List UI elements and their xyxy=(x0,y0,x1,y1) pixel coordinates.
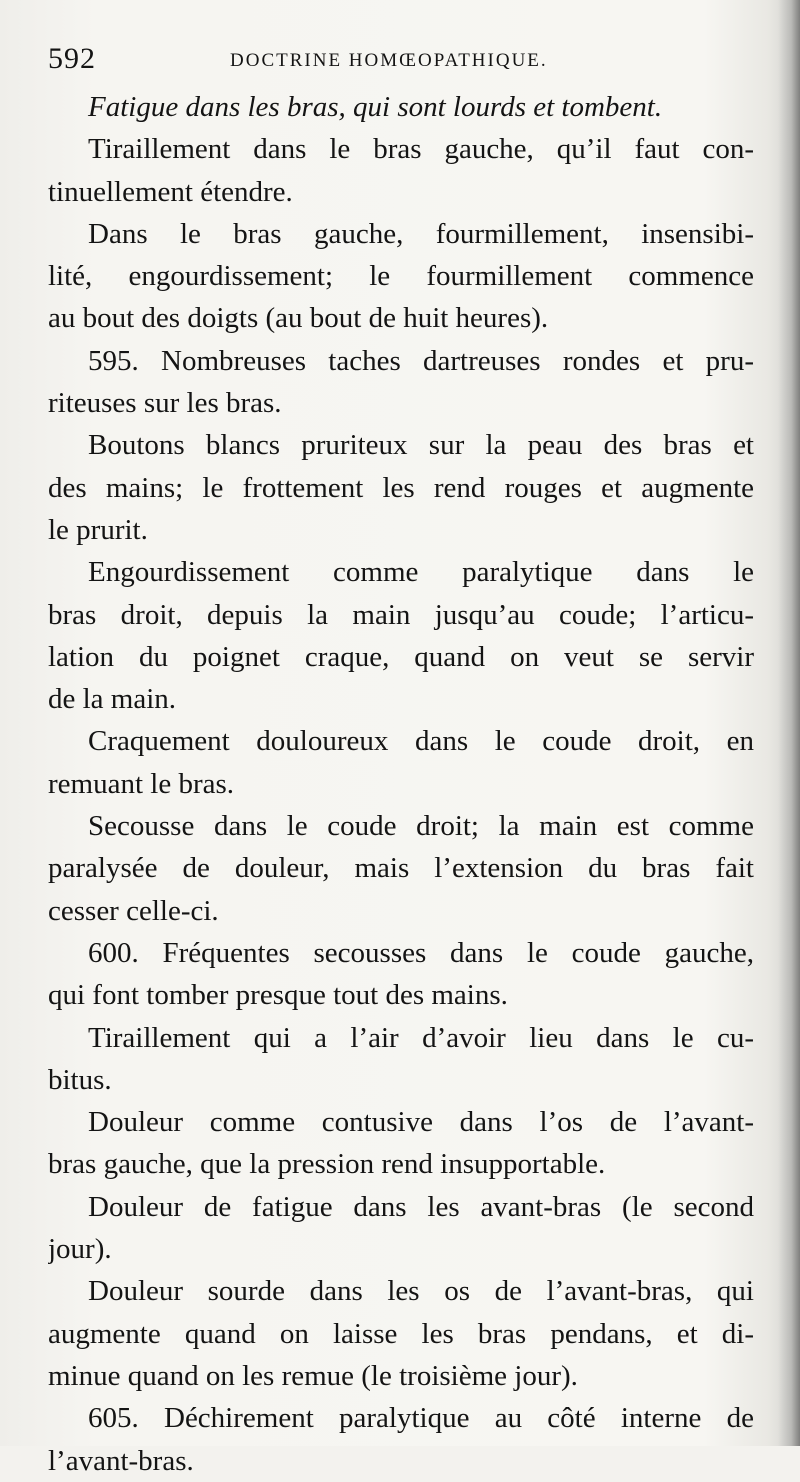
text-line: Boutons blancs pruriteux sur la peau des bras et xyxy=(88,429,754,462)
text-line: 605. Déchirement paralytique au côté interne de xyxy=(88,1402,754,1435)
text-line: 595. Nombreuses taches dartreuses rondes et pru- xyxy=(88,344,754,377)
text-line: bitus. xyxy=(48,1063,112,1096)
text-line: Douleur comme contusive dans l’os de l’avant- xyxy=(88,1106,754,1139)
text-line: Dans le bras gauche, fourmillement, insensibi- xyxy=(88,217,754,250)
text-line: paralysée de douleur, mais l’extension du bras fait xyxy=(48,852,754,885)
text-line: qui font tomber presque tout des mains. xyxy=(48,979,508,1012)
text-line: l’avant-bras. xyxy=(48,1444,194,1477)
text-line: minue quand on les remue (le troisième jour). xyxy=(48,1359,578,1392)
text-line: Engourdissement comme paralytique dans le xyxy=(88,556,754,589)
text-line: jour). xyxy=(48,1233,112,1266)
text-line: Tiraillement qui a l’air d’avoir lieu dans le cu- xyxy=(88,1021,754,1054)
text-line: des mains; le frottement les rend rouges et augmente xyxy=(48,471,754,504)
text-line: le prurit. xyxy=(48,513,148,546)
text-line: Craquement douloureux dans le coude droit, en xyxy=(88,725,754,758)
text-line: augmente quand on laisse les bras pendans, et di- xyxy=(48,1317,754,1350)
text-line: Secousse dans le coude droit; la main est comme xyxy=(88,810,754,843)
body-text xyxy=(48,86,754,1482)
page-header xyxy=(48,42,754,82)
text-line: bras gauche, que la pression rend insupportable. xyxy=(48,1148,606,1181)
text-line: cesser celle-ci. xyxy=(48,894,219,927)
text-line: riteuses sur les bras. xyxy=(48,387,282,420)
text-line: Fatigue dans les bras, qui sont lourds et tombent. xyxy=(88,91,663,123)
text-line: Douleur de fatigue dans les avant-bras (le second xyxy=(88,1190,754,1223)
text-line: lation du poignet craque, quand on veut se servir xyxy=(48,640,754,673)
text-line: de la main. xyxy=(48,683,177,716)
text-line: remuant le bras. xyxy=(48,767,235,800)
running-title: DOCTRINE HOMŒOPATHIQUE. xyxy=(230,50,548,71)
text-line: bras droit, depuis la main jusqu’au coude; l’articu- xyxy=(48,598,754,631)
text-line: au bout des doigts (au bout de huit heures). xyxy=(48,302,549,335)
page-gutter-shadow xyxy=(778,0,800,1446)
page-number: 592 xyxy=(48,42,96,75)
text-line: tinuellement étendre. xyxy=(48,175,293,208)
text-line: Douleur sourde dans les os de l’avant-bras, qui xyxy=(88,1275,754,1308)
text-line: 600. Fréquentes secousses dans le coude gauche, xyxy=(88,936,754,969)
text-line: Tiraillement dans le bras gauche, qu’il faut con- xyxy=(88,133,754,166)
text-line: lité, engourdissement; le fourmillement commence xyxy=(48,260,754,293)
